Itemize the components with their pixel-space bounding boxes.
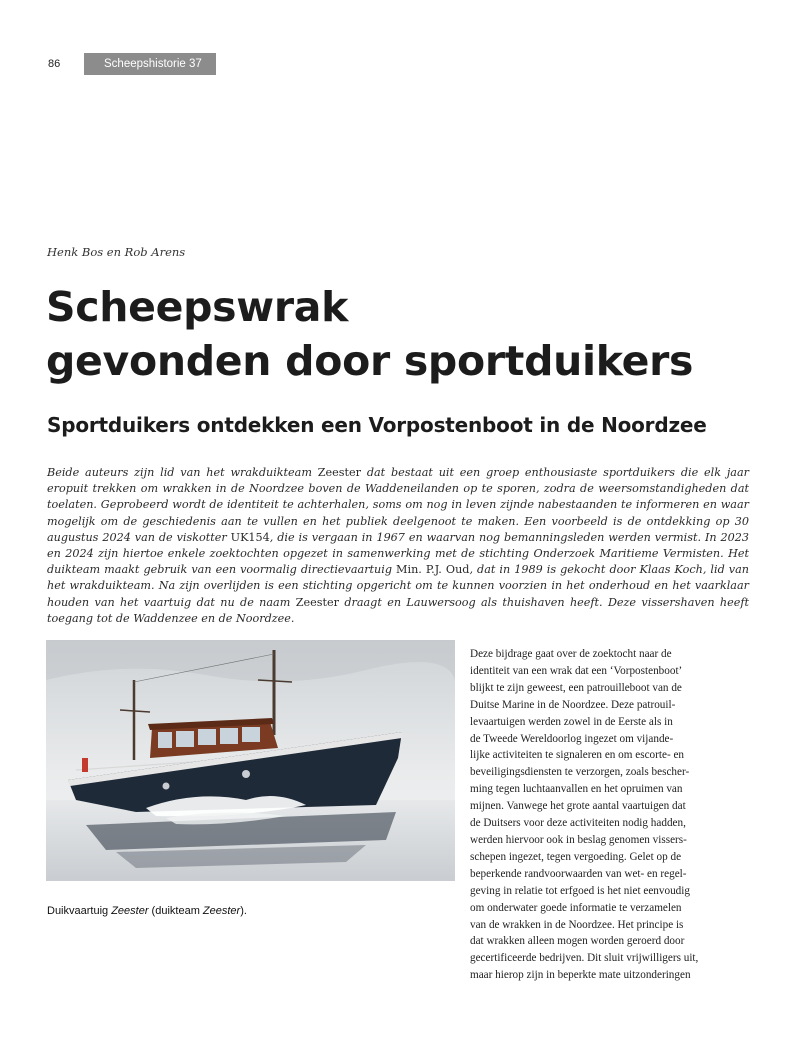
authors: Henk Bos en Rob Arens <box>47 245 186 259</box>
body-text-line: identiteit van een wrak dat een ‘Vorpostenboot’ <box>470 664 683 677</box>
intro-text-run: draagt en Lauwersoog als thuishaven heeft. Deze vissershaven heeft toegang tot de Waddenzee en de Noordzee. <box>47 595 749 625</box>
body-text-line: de Tweede Wereldoorlog ingezet om vijande- <box>470 732 674 745</box>
intro-text-run: Beide auteurs zijn lid van het wrakduikteam <box>47 466 318 479</box>
intro-text-run: dat bestaat uit een groep enthousiaste sportduikers die elk jaar eropuit trekken om wrakken in de Noordzee boven de Waddeneilanden op te sporen, zodra de weersomstandigheden dat toelaten. Geprobeerd wordt de identiteit te achterhalen, soms om nog in leven zijnde nabestaanden te informeren en waar mogelijk om de geschiedenis aan te vullen en het publiek deelgenoot te maken. Een voorbeeld is de ontdekking op 30 augustus 2024 van de viskotter <box>47 466 749 544</box>
boat-photo <box>46 640 455 881</box>
caption-text-2: (duikteam <box>148 905 203 917</box>
body-text-line: werden hiervoor ook in beslag genomen vissers- <box>470 833 687 846</box>
body-text-line: om onderwater goede informatie te verzamelen <box>470 901 682 914</box>
intro-name-run: Min. P.J. Oud <box>396 563 470 577</box>
body-text-line: beperkende randvoorwaarden van wet- en regel- <box>470 867 687 880</box>
caption-text-3: ). <box>240 905 247 917</box>
caption-text: Duikvaartuig <box>47 905 112 917</box>
photo-caption <box>47 905 247 917</box>
body-text-line: maar hierop zijn in beperkte mate uitzonderingen <box>470 969 691 982</box>
title-line-2: gevonden door sportduikers <box>46 337 694 385</box>
body-text-line: mijnen. Vanwege het grote aantal vaartuigen dat <box>470 800 686 813</box>
body-text-line: beveiligingsdiensten te verzorgen, zoals bescher- <box>470 766 690 779</box>
body-text-line: Deze bijdrage gaat over de zoektocht naar de <box>470 648 672 660</box>
title-line-1: Scheepswrak <box>46 283 349 331</box>
body-text-line: schepen ingezet, tegen vergoeding. Gelet op de <box>470 850 682 863</box>
intro-name-run: Zeester <box>317 466 362 479</box>
body-text-line: blijkt te zijn geweest, een patrouilleboot van de <box>470 681 682 694</box>
running-head: Scheepshistorie 37 <box>84 53 216 75</box>
body-text-column <box>470 646 742 984</box>
intro-name-run: UK154 <box>230 530 270 544</box>
article-subtitle: Sportduikers ontdekken een Vorpostenboot in de Noordzee <box>47 413 707 437</box>
body-text-line: van de wrakken in de Noordzee. Het principe is <box>470 918 684 931</box>
caption-vessel-name: Zeester <box>111 905 149 917</box>
body-text-line: dat wrakken alleen mogen worden geroerd door <box>470 935 685 948</box>
body-text-line: lijke activiteiten te signaleren en om escorte- en <box>470 749 685 762</box>
article-title <box>46 280 766 388</box>
page-number: 86 <box>48 58 61 70</box>
body-text-line: Duitse Marine in de Noordzee. Deze patrouil- <box>470 698 676 711</box>
caption-team-name: Zeester <box>202 905 241 917</box>
body-text-line: levaartuigen werden zowel in de Eerste als in <box>470 715 673 728</box>
intro-name-run: Zeester <box>295 595 339 609</box>
body-text-line: ming tegen luchtaanvallen en het opruimen van <box>470 783 683 796</box>
body-text-line: de Duitsers voor deze activiteiten nodig hadden, <box>470 817 686 830</box>
intro-text-run: , die is vergaan in 1967 en waarvan nog bemanningsleden werden vermist. In 2023 en 2024 zijn hiertoe enkele zoektochten opgezet in samenwerking met de stichting Onderzoek Maritieme Vermisten. Het duikteam maakt gebruik van een voormalig directievaartuig <box>47 530 749 577</box>
intro-paragraph <box>47 465 749 627</box>
body-text-line: geving in relatie tot erfgoed is het niet eenvoudig <box>470 884 690 897</box>
body-text-line: gecertificeerde bedrijven. Dit sluit vrijwilligers uit, <box>470 952 699 965</box>
boat-photo-illustration <box>46 640 455 881</box>
intro-text-run: , dat in 1989 is gekocht door Klaas Koch, lid van het wrakduikteam. Na zijn overlijden is een stichting opgericht om te kunnen voorzien in het onderhoud en het vaarklaar houden van het vaartuig dat nu de naam <box>47 563 749 609</box>
